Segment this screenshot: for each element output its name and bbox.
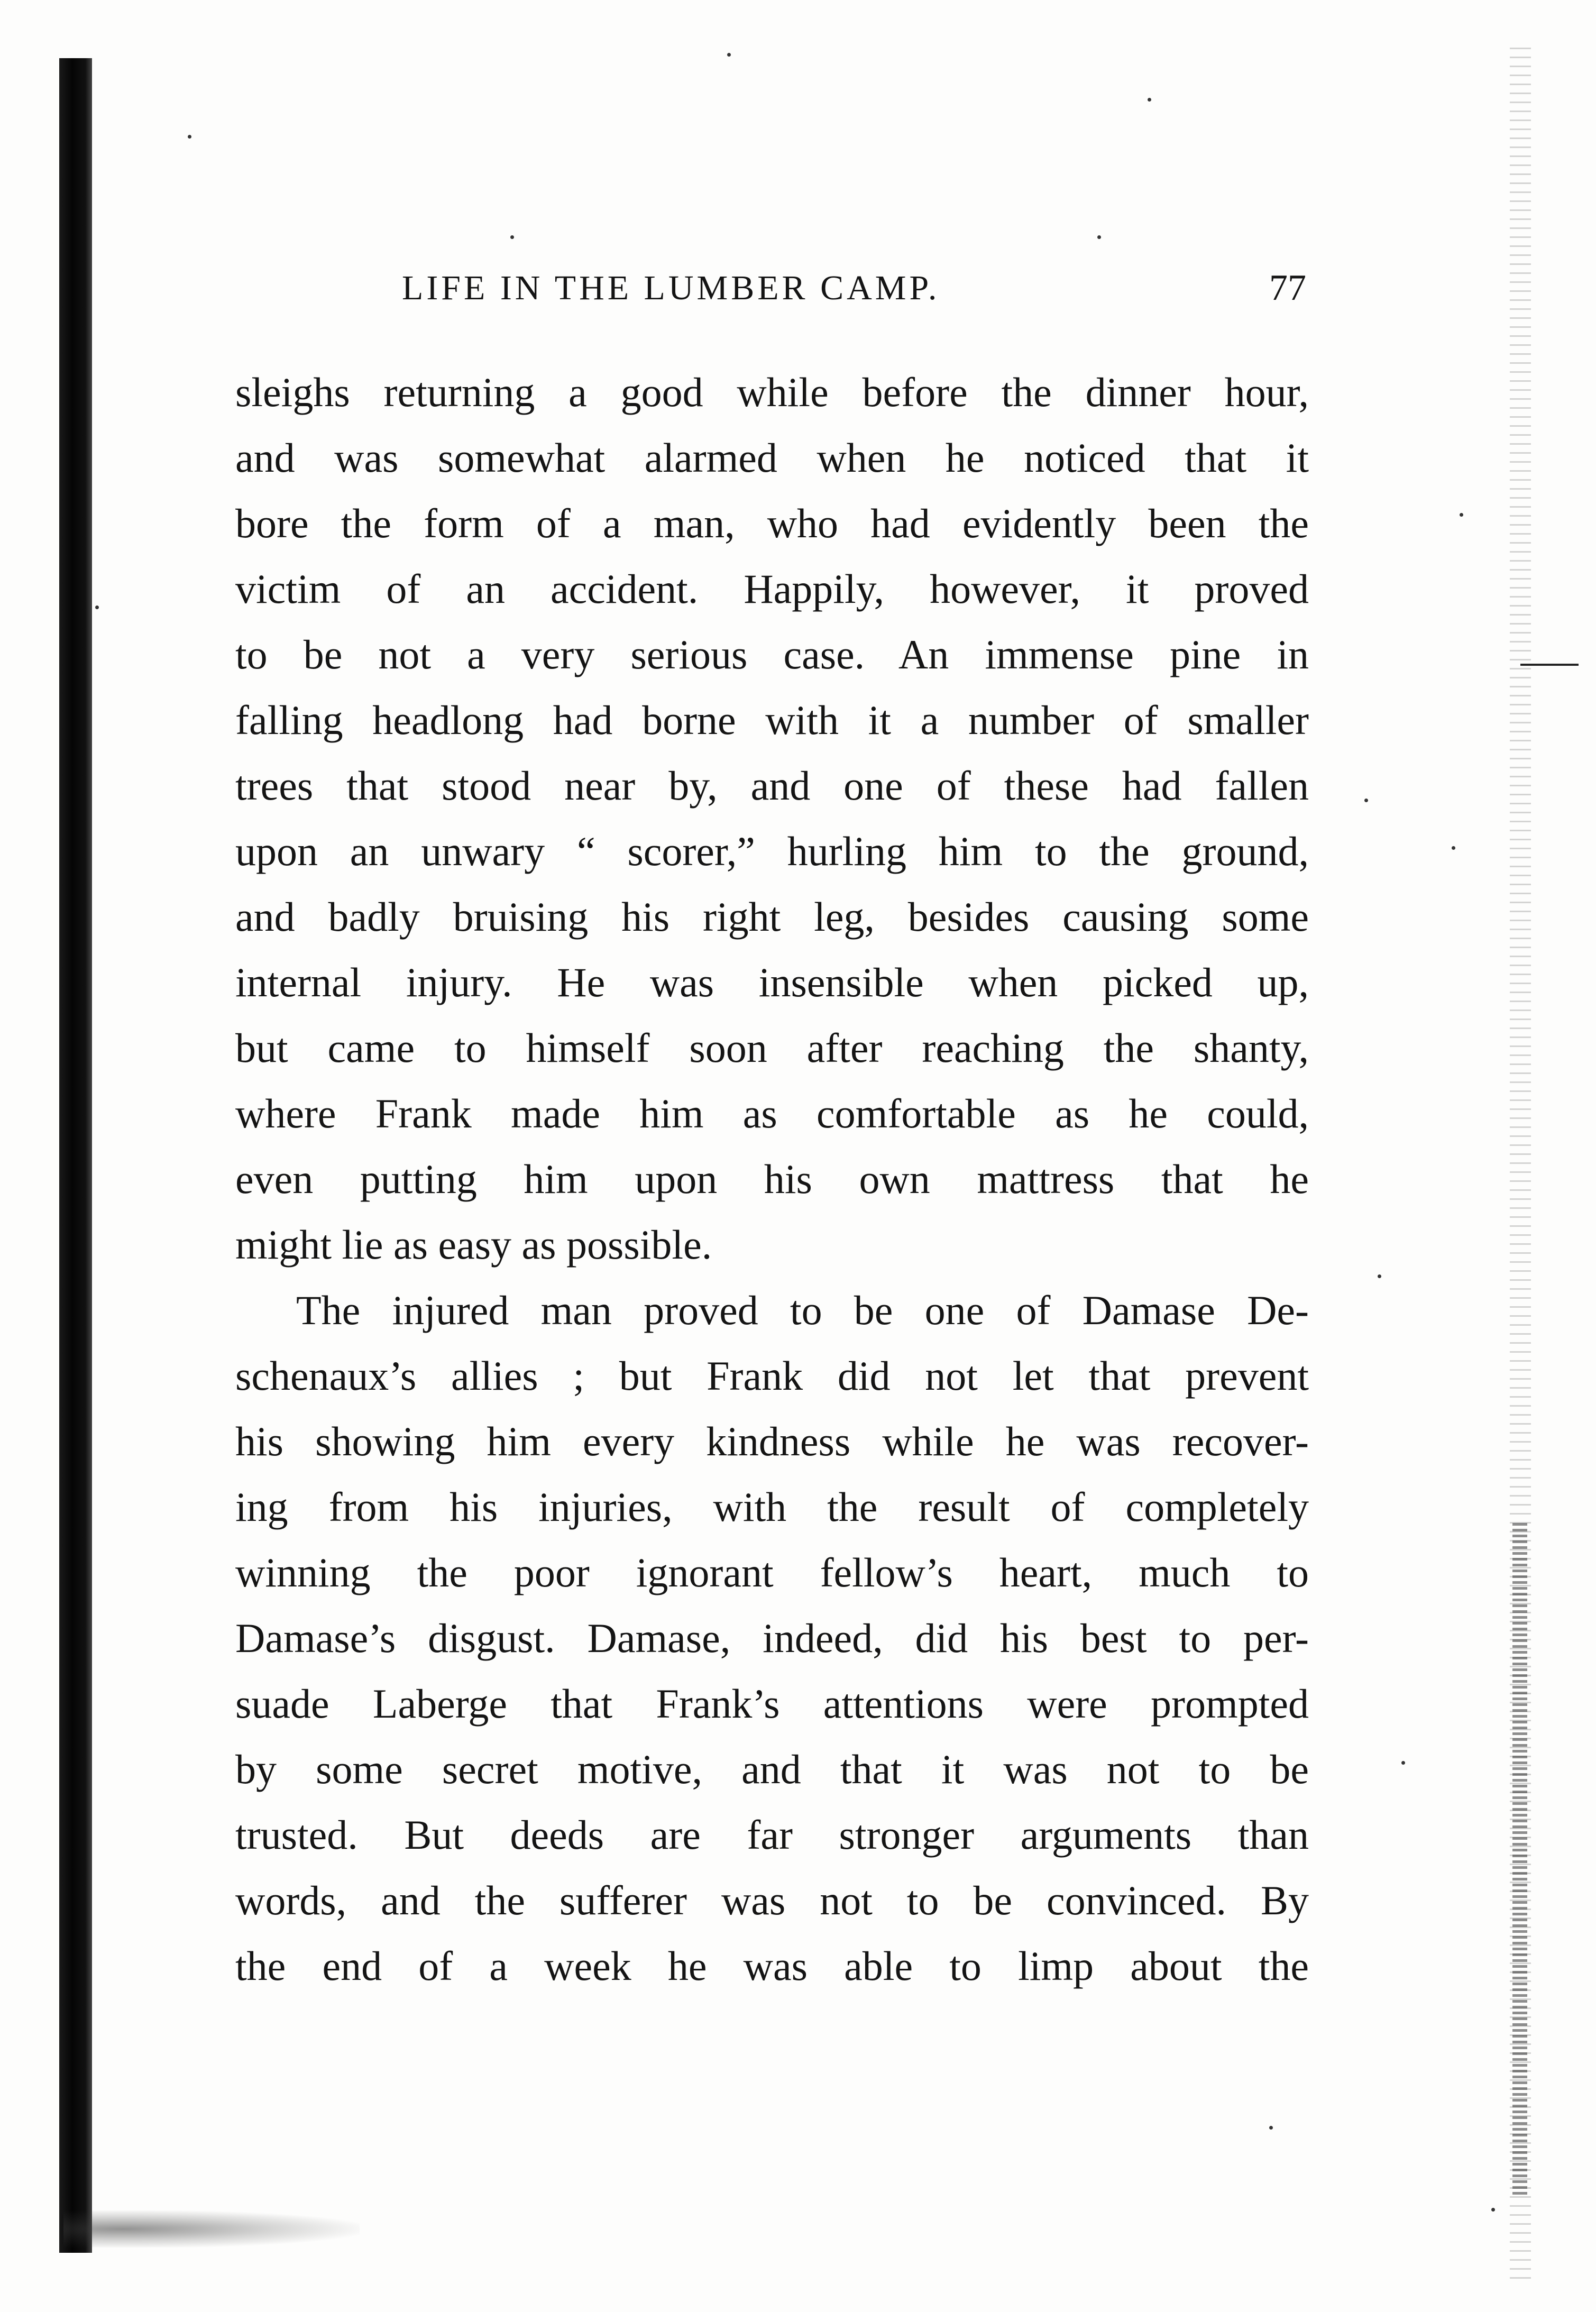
text-line: The injured man proved to be one of Damase De- [296,1287,1309,1333]
text-line: to be not a very serious case. An immense pine in [235,631,1309,677]
running-head-title: LIFE IN THE LUMBER CAMP. [402,269,940,307]
text-line: his showing him every kindness while he was recover- [235,1418,1309,1464]
text-line: where Frank made him as comfortable as he could, [235,1090,1309,1136]
speck [1491,2208,1495,2212]
text-line: internal injury. He was insensible when picked up, [235,959,1309,1005]
text-line: the end of a week he was able to limp about the [235,1943,1309,1989]
paragraph-2 [235,1278,1309,1999]
speck [188,135,191,139]
speck [1452,846,1455,850]
text-line: ing from his injuries, with the result of completely [235,1484,1309,1530]
body-text [235,360,1309,1999]
text-line: trees that stood near by, and one of these had fallen [235,763,1309,809]
text-line: bore the form of a man, who had evidently been the [235,500,1309,546]
speck [1378,1274,1381,1278]
speck [727,53,731,57]
text-line: and badly bruising his right leg, besides causing some [235,894,1309,940]
text-line: even putting him upon his own mattress that he [235,1156,1309,1202]
speck [1269,2126,1273,2130]
speck [1097,235,1101,239]
speck [510,235,514,239]
text-line: victim of an accident. Happily, however, it proved [235,566,1309,612]
speck [95,605,99,609]
text-line: trusted. But deeds are far stronger arguments than [235,1812,1309,1858]
text-line: but came to himself soon after reaching the shanty, [235,1025,1309,1071]
text-line: might lie as easy as possible. [235,1222,712,1268]
edge-mark [1520,664,1579,666]
speck [1364,799,1368,802]
binding-edge [59,58,92,2253]
text-line: upon an unwary “ scorer,” hurling him to the ground, [235,828,1309,874]
text-line: by some secret motive, and that it was not to be [235,1746,1309,1792]
text-line: Damase’s disgust. Damase, indeed, did his best to per- [235,1615,1309,1661]
text-line: winning the poor ignorant fellow’s heart, much to [235,1549,1309,1595]
text-line: words, and the sufferer was not to be convinced. By [235,1877,1309,1923]
text-line: sleighs returning a good while before the dinner hour, [235,369,1309,415]
text-line: and was somewhat alarmed when he noticed that it [235,435,1309,481]
speck [1460,513,1463,517]
paragraph-1 [235,360,1309,1278]
text-line: schenaux’s allies ; but Frank did not let that prevent [235,1353,1309,1399]
text-line: falling headlong had borne with it a number of smaller [235,697,1309,743]
speck [1148,98,1151,102]
page-number: 77 [1269,268,1306,308]
fore-edge-speckle-dense [1512,1523,1527,2195]
text-line: suade Laberge that Frank’s attentions were prompted [235,1681,1309,1727]
binding-smudge [63,2210,360,2247]
speck [1401,1761,1405,1765]
